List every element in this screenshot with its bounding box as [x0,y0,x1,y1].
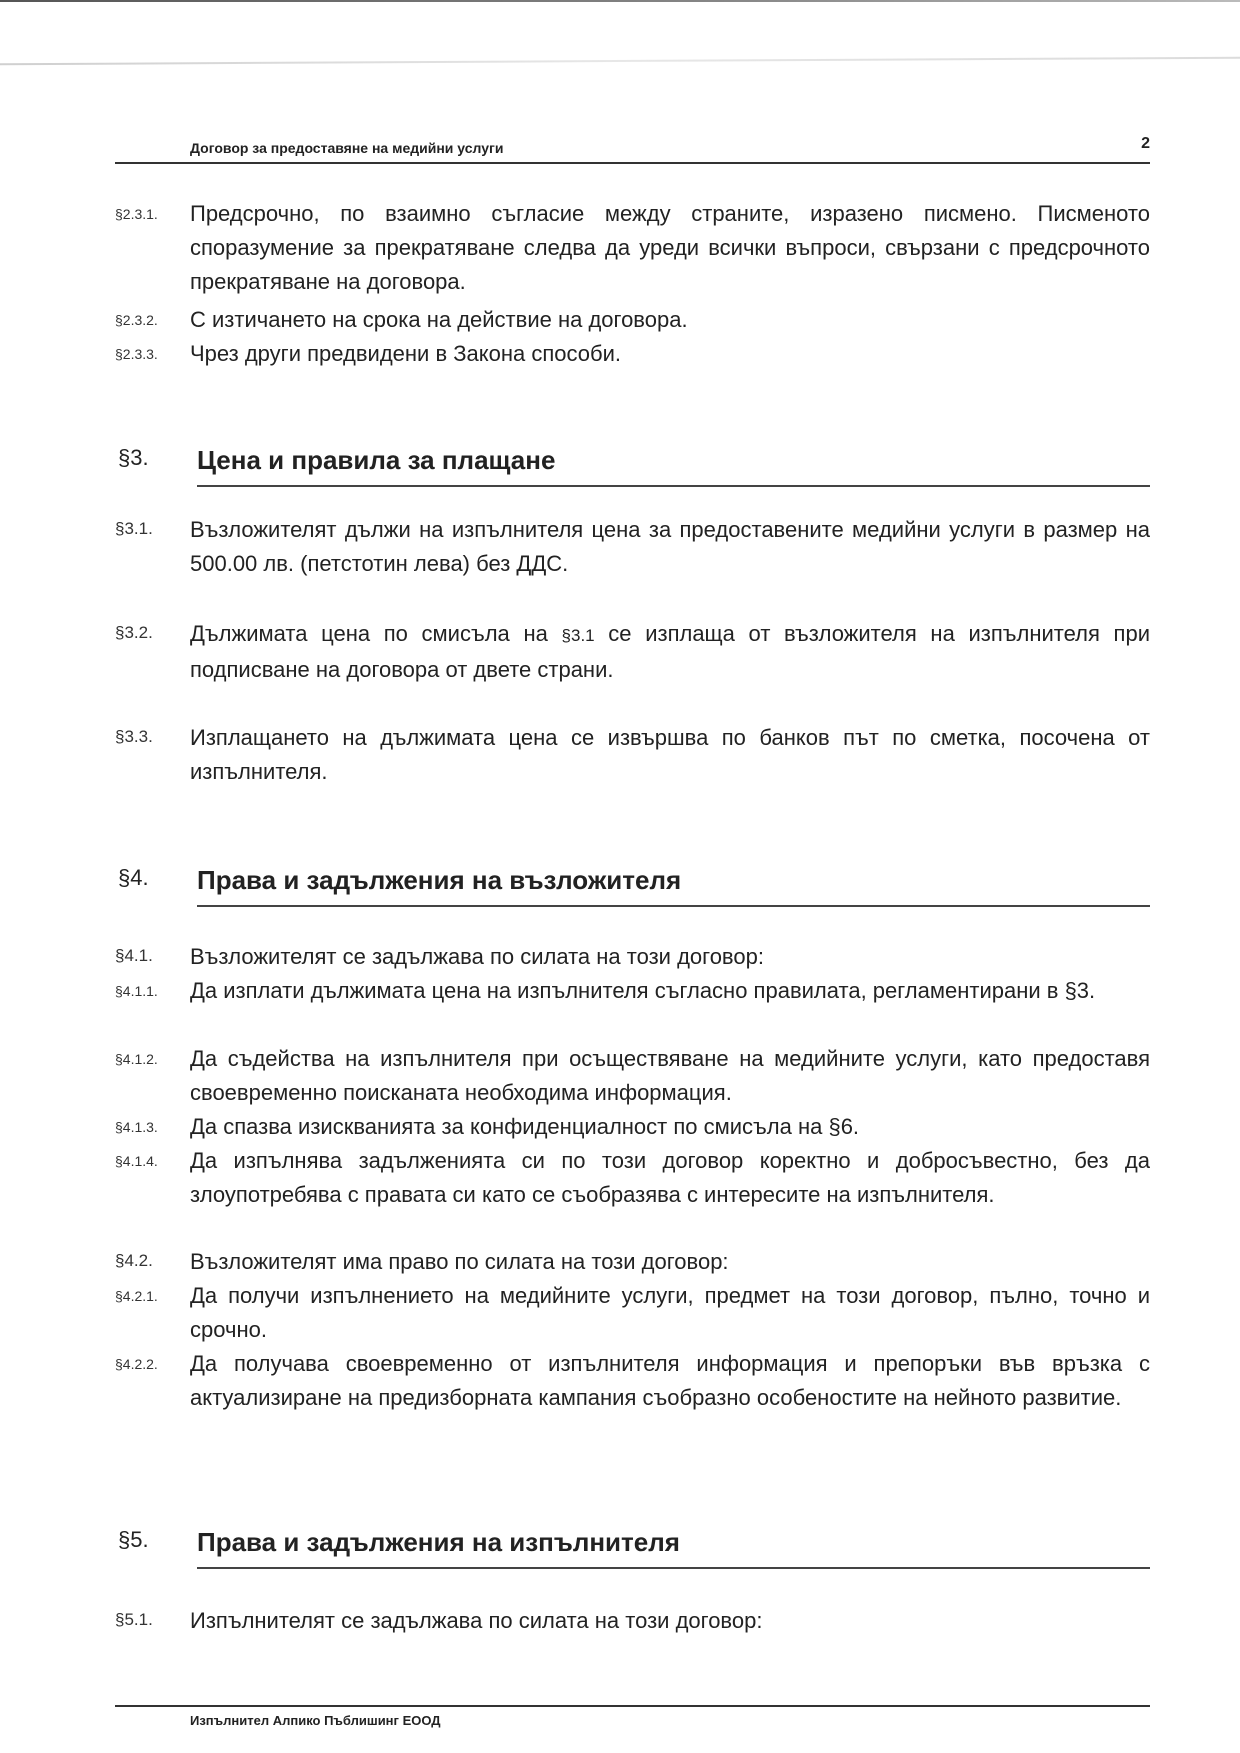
document-title: Договор за предоставяне на медийни услуги [190,140,504,156]
clause-number: §4.2.1. [115,1288,158,1304]
clause-number: §4.2. [115,1251,153,1270]
clause-number: §2.3.1. [115,206,158,222]
section-underline [197,1567,1150,1569]
page-number: 2 [1141,135,1150,152]
clause-4-1-2 [115,1042,1150,1110]
clause-3-1 [115,513,1150,581]
clause-text: Да спазва изискванията за конфиденциалност по смисъла на §6. [190,1114,860,1139]
scan-edge [0,0,1240,2]
clause-2-3-3 [115,337,1150,371]
clause-4-1-3 [115,1110,1150,1144]
clause-4-1-4 [115,1144,1150,1212]
clause-text: Изпълнителят се задължава по силата на този договор: [190,1608,763,1633]
clause-number: §4.1.3. [115,1119,158,1135]
clause-number: §2.3.2. [115,312,158,328]
clause-3-2 [115,617,1150,687]
page-footer [115,1705,1150,1728]
section-5-heading [115,1525,1150,1565]
section-3-heading [115,443,1150,483]
clause-text: Възложителят се задължава по силата на този договор: [190,944,764,969]
clause-text: Предсрочно, по взаимно съгласие между страните, изразено писмено. Писменото споразумение за прекратяване следва да уреди всички въпроси, свързани с предсрочното прекратяване на договора. [190,201,1150,294]
clause-number: §4.1.1. [115,983,158,999]
clause-number: §3.3. [115,727,153,746]
clause-4-1 [115,940,1150,974]
clause-4-2-2 [115,1347,1150,1415]
clause-text: Възложителят има право по силата на този договор: [190,1249,729,1274]
clause-text: Да изплати дължимата цена на изпълнителя съгласно правилата, регламентирани в §3. [190,978,1096,1003]
cross-reference: §3.1 [561,626,595,645]
clause-number: §4.1.2. [115,1051,158,1067]
section-number: §5. [118,1527,149,1552]
clause-number: §2.3.3. [115,346,158,362]
clause-text: Да съдейства на изпълнителя при осъществяване на медийните услуги, като предоставя своевременно поисканата необходима информация. [190,1046,1150,1105]
section-number: §3. [118,445,149,470]
section-4-heading [115,863,1150,903]
section-title: Цена и правила за плащане [197,445,556,475]
clause-number: §4.1.4. [115,1153,158,1169]
clause-2-3-1 [115,197,1150,299]
clause-text: Чрез други предвидени в Закона способи. [190,341,621,366]
section-title: Права и задължения на възложителя [197,865,682,895]
clause-5-1 [115,1604,1150,1638]
clause-text: Дължимата цена по смисъла на §3.1 се изплаща от възложителя на изпълнителя при подписване на договора от двете страни. [190,621,1150,682]
clause-number: §4.1. [115,946,153,965]
clause-text: Изплащането на дължимата цена се извършва по банков път по сметка, посочена от изпълнителя. [190,725,1150,784]
scan-artifact-line [0,57,1240,65]
clause-3-3 [115,721,1150,789]
clause-number: §3.1. [115,519,153,538]
clause-text: Възложителят дължи на изпълнителя цена за предоставените медийни услуги в размер на 500.00 лв. (петстотин лева) без ДДС. [190,517,1150,576]
footer-contractor: Изпълнител Алпико Пъблишинг ЕООД [190,1713,441,1728]
section-underline [197,905,1150,907]
clause-text: С изтичането на срока на действие на договора. [190,307,688,332]
clause-number: §5.1. [115,1610,153,1629]
page-header [115,132,1150,164]
clause-text: Да получи изпълнението на медийните услуги, предмет на този договор, пълно, точно и срочно. [190,1283,1150,1342]
clause-text: Да получава своевременно от изпълнителя информация и препоръки във връзка с актуализиране на предизборната кампания съобразно особеностите на нейното развитие. [190,1351,1150,1410]
section-title: Права и задължения на изпълнителя [197,1527,680,1557]
clause-number: §4.2.2. [115,1356,158,1372]
clause-4-2 [115,1245,1150,1279]
clause-4-1-1 [115,974,1150,1008]
clause-2-3-2 [115,303,1150,337]
clause-text: Да изпълнява задълженията си по този договор коректно и добросъвестно, без да злоупотребява с правата си като се съобразява с интересите на изпълнителя. [190,1148,1150,1207]
section-number: §4. [118,865,149,890]
clause-4-2-1 [115,1279,1150,1347]
section-underline [197,485,1150,487]
clause-number: §3.2. [115,623,153,642]
